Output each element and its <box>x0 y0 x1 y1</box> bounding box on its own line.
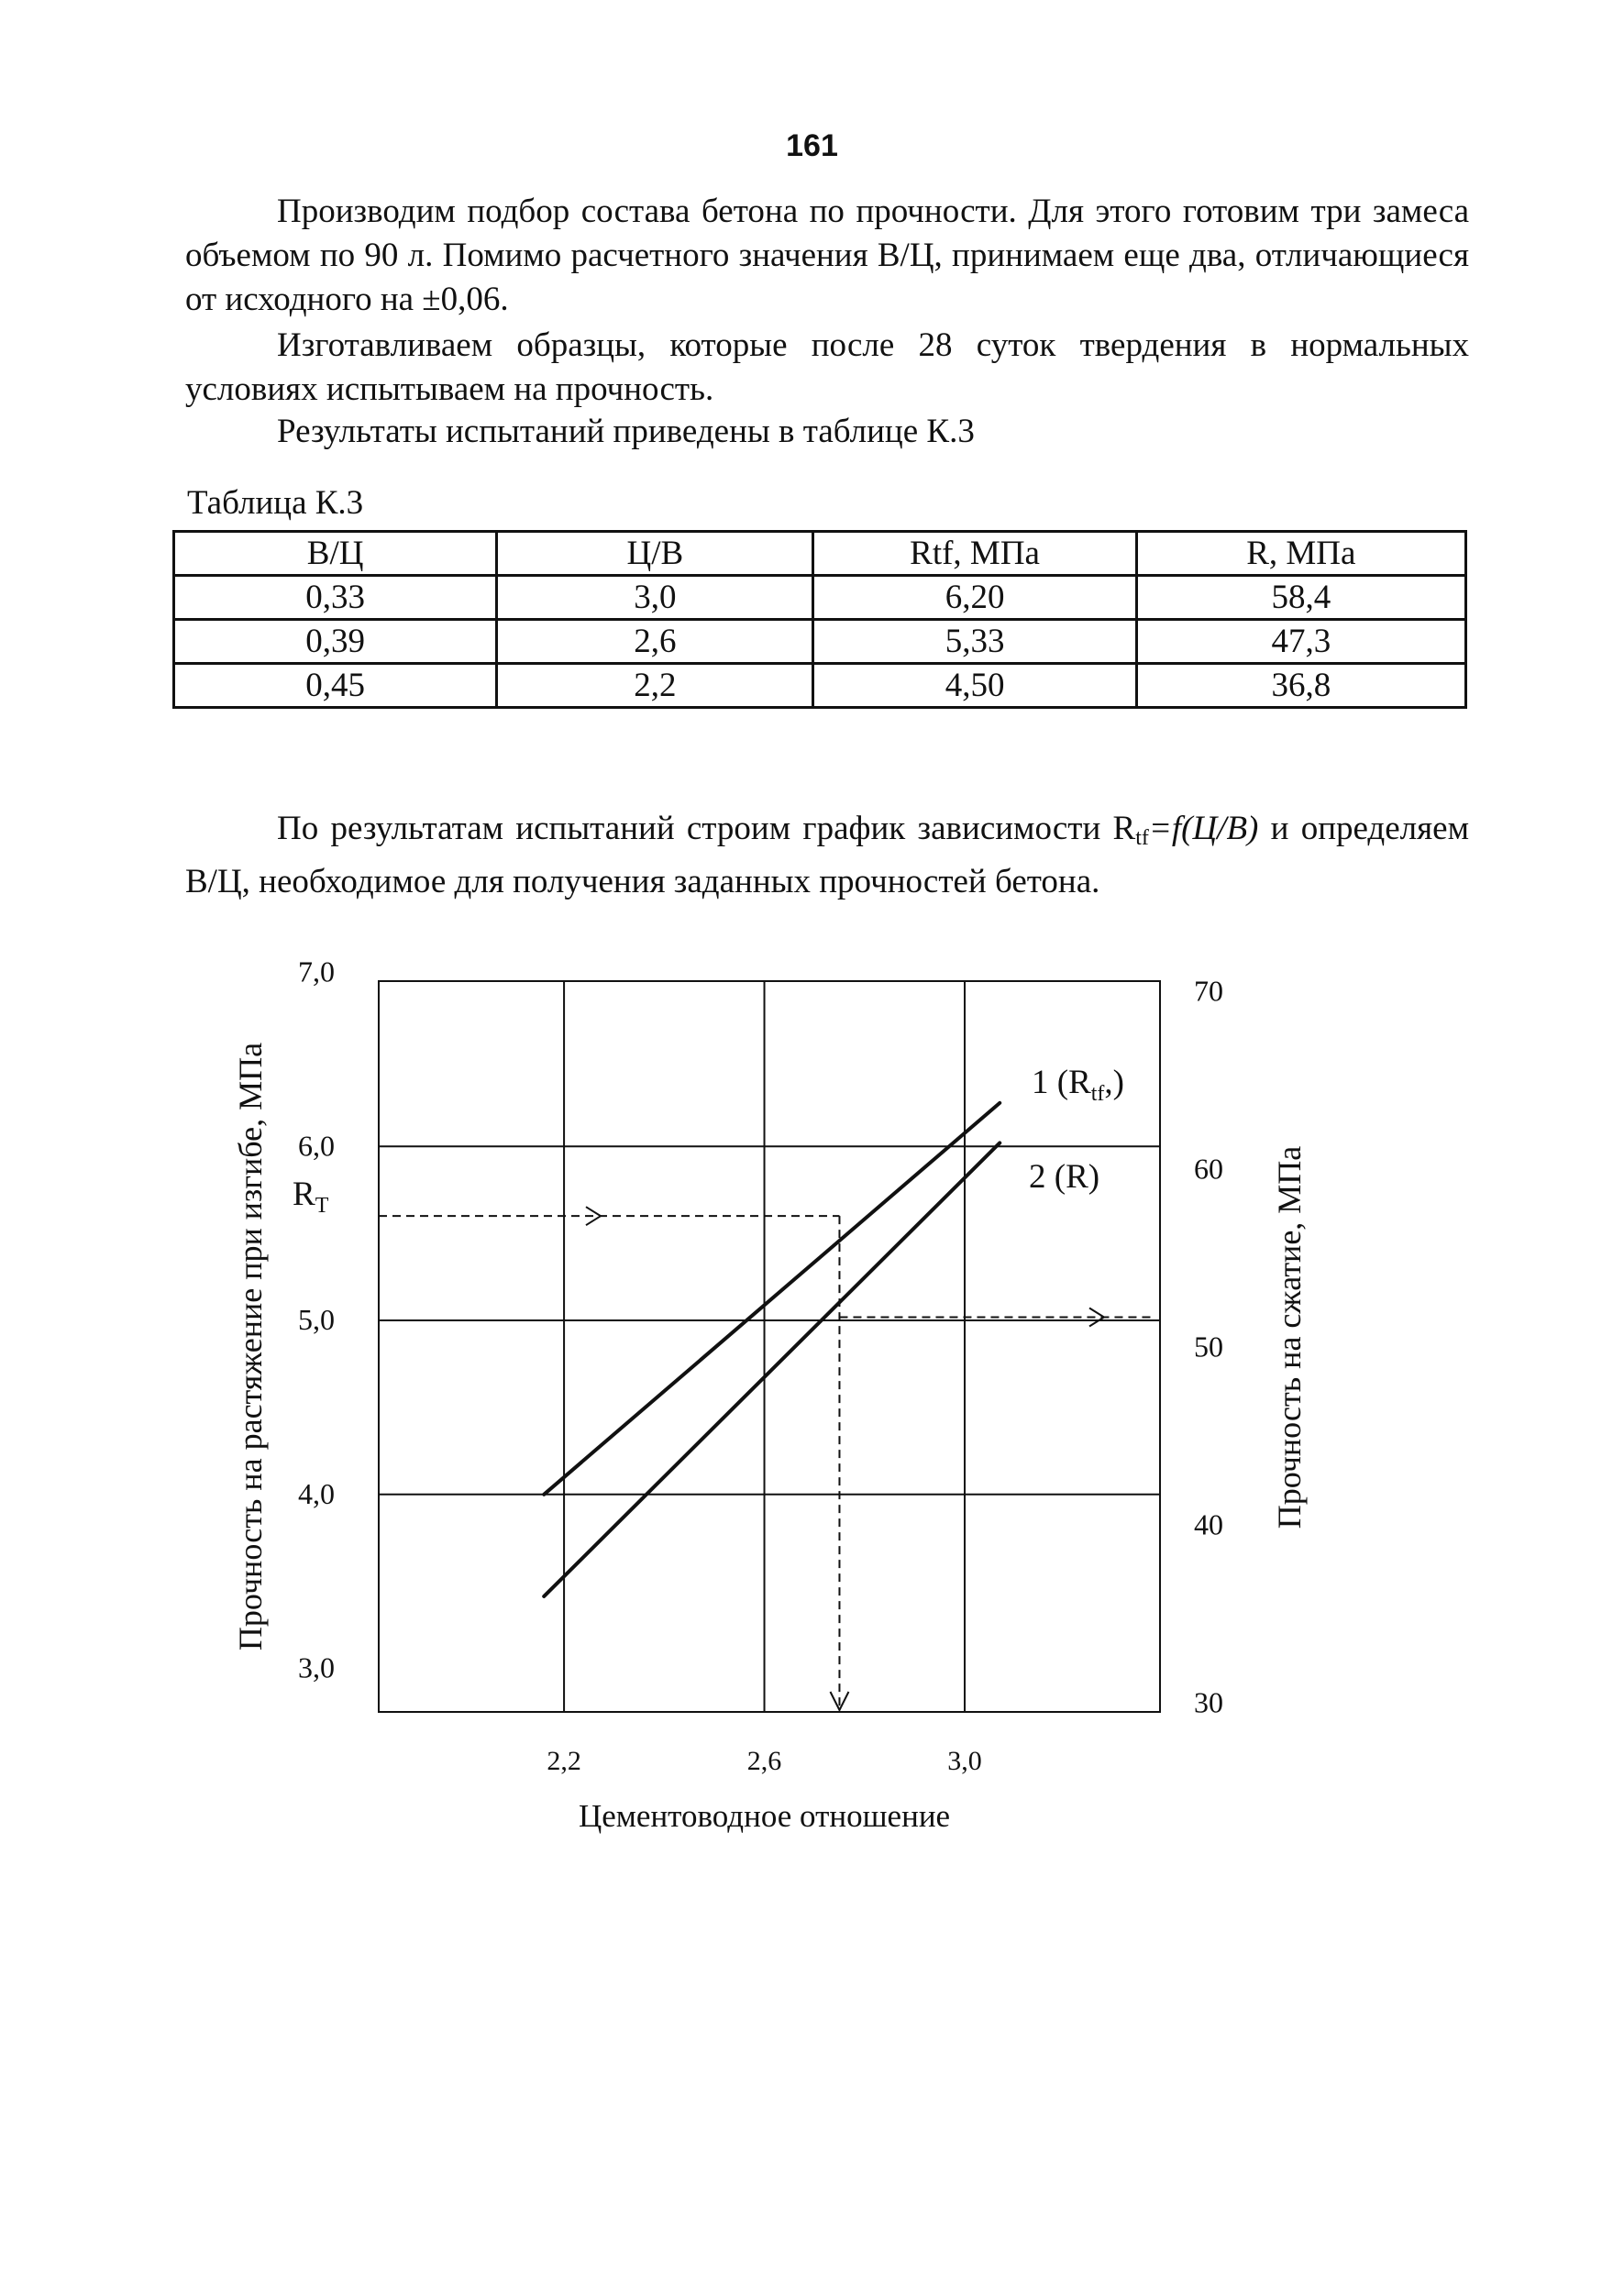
paragraph-3: Результаты испытаний приведены в таблице К.3 <box>277 413 975 450</box>
y-right-tick-label: 70 <box>1194 974 1223 1008</box>
page-number: 161 <box>786 128 838 163</box>
y-right-tick-label: 30 <box>1194 1685 1223 1719</box>
paragraph-2: Изготавливаем образцы, которые после 28 суток твердения в нормальных условиях испытываем на прочность. <box>185 326 1469 408</box>
x-axis-title: Цементоводное отношение <box>578 1798 951 1834</box>
x-tick-label: 2,2 <box>547 1746 581 1776</box>
y-right-tick-label: 40 <box>1194 1507 1223 1541</box>
table-cell: 4,50 <box>813 664 1136 708</box>
y-right-axis-title: Прочность на сжатие, МПа <box>1271 1145 1308 1529</box>
header-rtf: Rtf, МПа <box>813 532 1136 576</box>
table-cell: 6,20 <box>813 576 1136 620</box>
series-line-2 <box>544 1143 1000 1595</box>
y-left-axis-title: Прочность на растяжение при изгибе, МПа <box>232 1042 269 1651</box>
y-right-tick-label: 60 <box>1194 1152 1223 1186</box>
y-left-tick-label: 4,0 <box>298 1476 335 1510</box>
table-cell: 58,4 <box>1136 576 1465 620</box>
table-cell: 0,45 <box>174 664 497 708</box>
table-cell: 2,2 <box>497 664 813 708</box>
y-left-tick-label: 6,0 <box>298 1129 335 1163</box>
paragraph-1: Производим подбор состава бетона по прочности. Для этого готовим три замеса объемом по 90 л. Помимо расчетного значения В/Ц, принимаем еще два, отличающиеся от исходного на ±0,06. <box>185 193 1469 318</box>
header-r: R, МПа <box>1136 532 1465 576</box>
y-left-tick-label: 7,0 <box>298 955 335 988</box>
header-wc: В/Ц <box>174 532 497 576</box>
table-cell: 5,33 <box>813 620 1136 664</box>
table-cell: 36,8 <box>1136 664 1465 708</box>
x-tick-label: 2,6 <box>746 1746 782 1776</box>
series-label-2: 2 (R) <box>1029 1158 1100 1196</box>
table-cell: 0,33 <box>174 576 497 620</box>
y-left-tick-label: 3,0 <box>298 1650 335 1684</box>
paragraph-4: По результатам испытаний строим график зависимости $R_{tf}=f(Ц/В)$ и определяем В/Ц, необходимое для получения заданных прочностей бетона. <box>185 810 1469 900</box>
table-cell: 2,6 <box>497 620 813 664</box>
table-cell: 47,3 <box>1136 620 1465 664</box>
table-cell: 0,39 <box>174 620 497 664</box>
table-caption: Таблица К.3 <box>187 484 364 522</box>
y-left-tick-label: 5,0 <box>298 1303 335 1337</box>
table-cell: 3,0 <box>497 576 813 620</box>
series-label-1: 1 $(R_{tf},)$ <box>1032 1064 1124 1106</box>
y-right-tick-label: 50 <box>1194 1330 1223 1363</box>
header-cw: Ц/В <box>497 532 813 576</box>
rt-label: $R_Т$ <box>293 1176 329 1219</box>
series-line-1 <box>544 1103 1000 1495</box>
x-tick-label: 3,0 <box>947 1746 982 1776</box>
